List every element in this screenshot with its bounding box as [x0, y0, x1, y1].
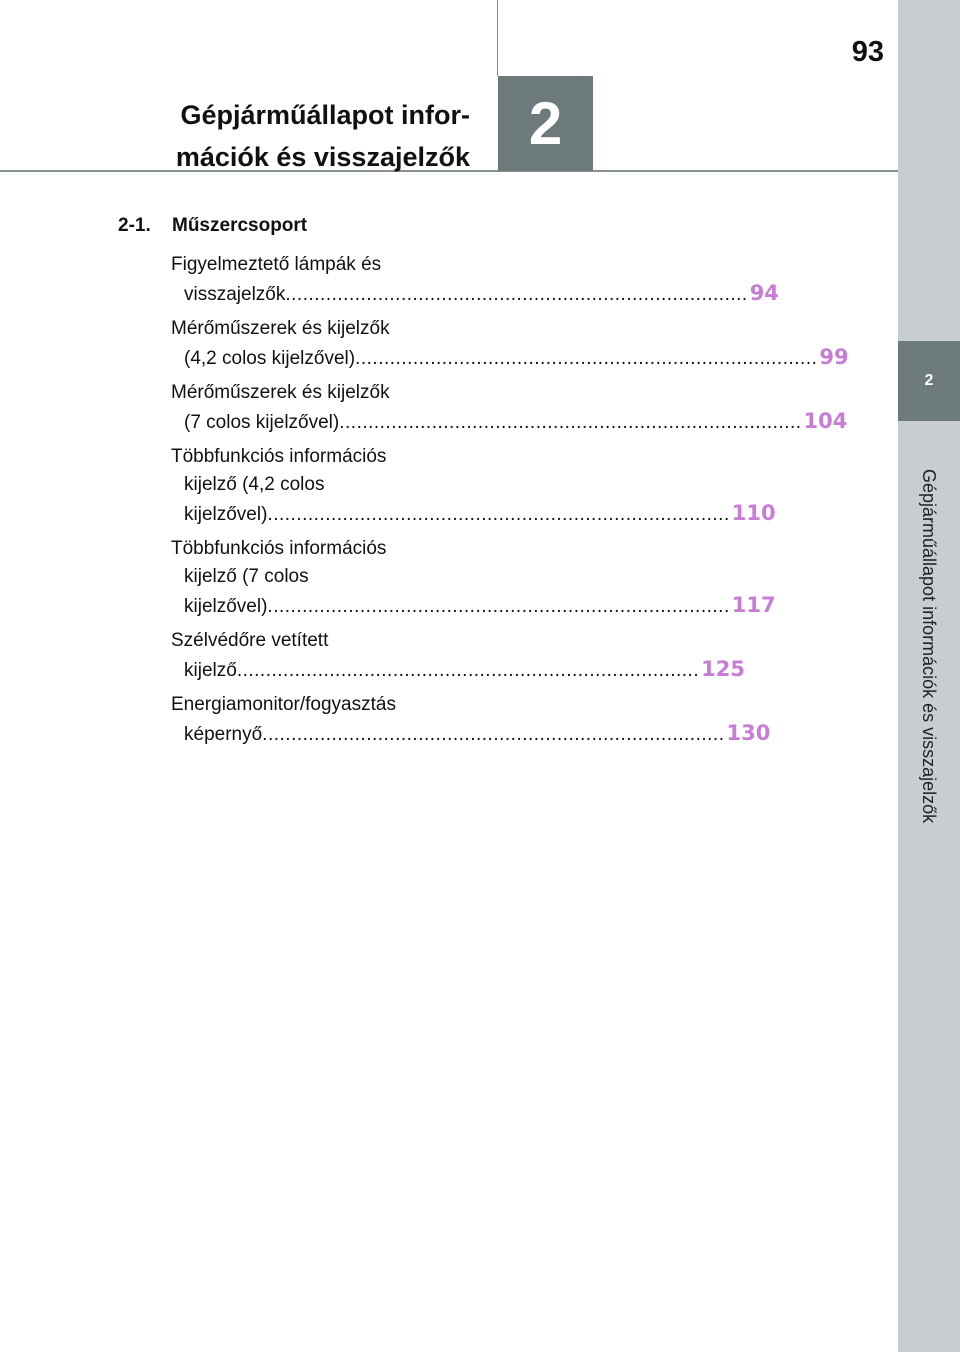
toc-entry-line [171, 719, 771, 749]
toc-entry-line [171, 343, 849, 373]
toc-entry-text: kijelzővel) [184, 504, 268, 525]
toc-entry-text: (4,2 colos kijelzővel) [184, 348, 356, 369]
toc-entry-line: Többfunkciós információs [171, 538, 387, 559]
toc-entry-line: Többfunkciós információs [171, 446, 387, 467]
section-number: 2-1. [118, 215, 151, 236]
toc-entry-line [171, 279, 779, 309]
chapter-title-line: mációk és visszajelzők [175, 142, 470, 172]
toc-dot-leader: ................................................................................ [285, 284, 748, 305]
toc-entry[interactable] [171, 251, 779, 309]
chapter-title [176, 94, 470, 178]
toc-page-link[interactable]: 99 [819, 345, 849, 369]
chapter-side-bar [898, 0, 960, 1352]
toc-page-link[interactable]: 110 [731, 501, 776, 525]
toc-entry-line [171, 655, 745, 685]
toc-entry[interactable] [171, 379, 848, 437]
table-of-contents [171, 251, 849, 755]
toc-dot-leader: ................................................................................ [339, 412, 802, 433]
section-title: Műszercsoport [172, 215, 308, 236]
toc-entry-line: Figyelmeztető lámpák és [171, 254, 382, 275]
toc-dot-leader: ................................................................................ [236, 660, 700, 681]
toc-entry[interactable] [171, 443, 776, 529]
header-divider-vertical [497, 0, 498, 76]
toc-entry-line: kijelző (7 colos [184, 566, 309, 587]
toc-entry[interactable] [171, 691, 771, 749]
page-number: 93 [851, 36, 884, 68]
toc-entry-text: kijelző [184, 660, 237, 681]
toc-entry-text: képernyő [184, 724, 263, 745]
toc-dot-leader: ................................................................................ [262, 724, 725, 745]
toc-entry-text: kijelzővel) [184, 596, 268, 617]
toc-entry-line: Mérőműszerek és kijelzők [171, 382, 390, 403]
toc-entry-line [171, 499, 776, 529]
toc-entry-line: Szélvédőre vetített [171, 630, 329, 651]
toc-page-link[interactable]: 125 [701, 657, 745, 681]
toc-entry-line [171, 591, 776, 621]
chapter-number: 2 [528, 90, 563, 157]
toc-page-link[interactable]: 117 [731, 593, 776, 617]
toc-entry-line: kijelző (4,2 colos [184, 474, 325, 495]
toc-entry[interactable] [171, 535, 776, 621]
toc-entry-line [171, 407, 848, 437]
toc-dot-leader: ................................................................................ [267, 596, 730, 617]
toc-entry-line: Mérőműszerek és kijelzők [171, 318, 390, 339]
side-tab-label: Gépjárműállapot információk és visszajelzők [919, 468, 939, 824]
toc-entry[interactable] [171, 627, 745, 685]
side-tab-number: 2 [924, 372, 934, 389]
chapter-title-line: Gépjárműállapot infor- [180, 100, 470, 130]
chapter-number-box [498, 76, 593, 171]
toc-dot-leader: ................................................................................ [355, 348, 818, 369]
toc-entry-text: visszajelzők [184, 284, 286, 305]
toc-dot-leader: ................................................................................ [267, 504, 730, 525]
toc-entry[interactable] [171, 315, 849, 373]
toc-page-link[interactable]: 130 [726, 721, 771, 745]
section-heading [118, 215, 307, 237]
chapter-side-tab[interactable] [898, 341, 960, 421]
toc-entry-text: (7 colos kijelzővel) [184, 412, 340, 433]
toc-page-link[interactable]: 94 [749, 281, 779, 305]
toc-entry-line: Energiamonitor/fogyasztás [171, 694, 396, 715]
toc-page-link[interactable]: 104 [803, 409, 848, 433]
